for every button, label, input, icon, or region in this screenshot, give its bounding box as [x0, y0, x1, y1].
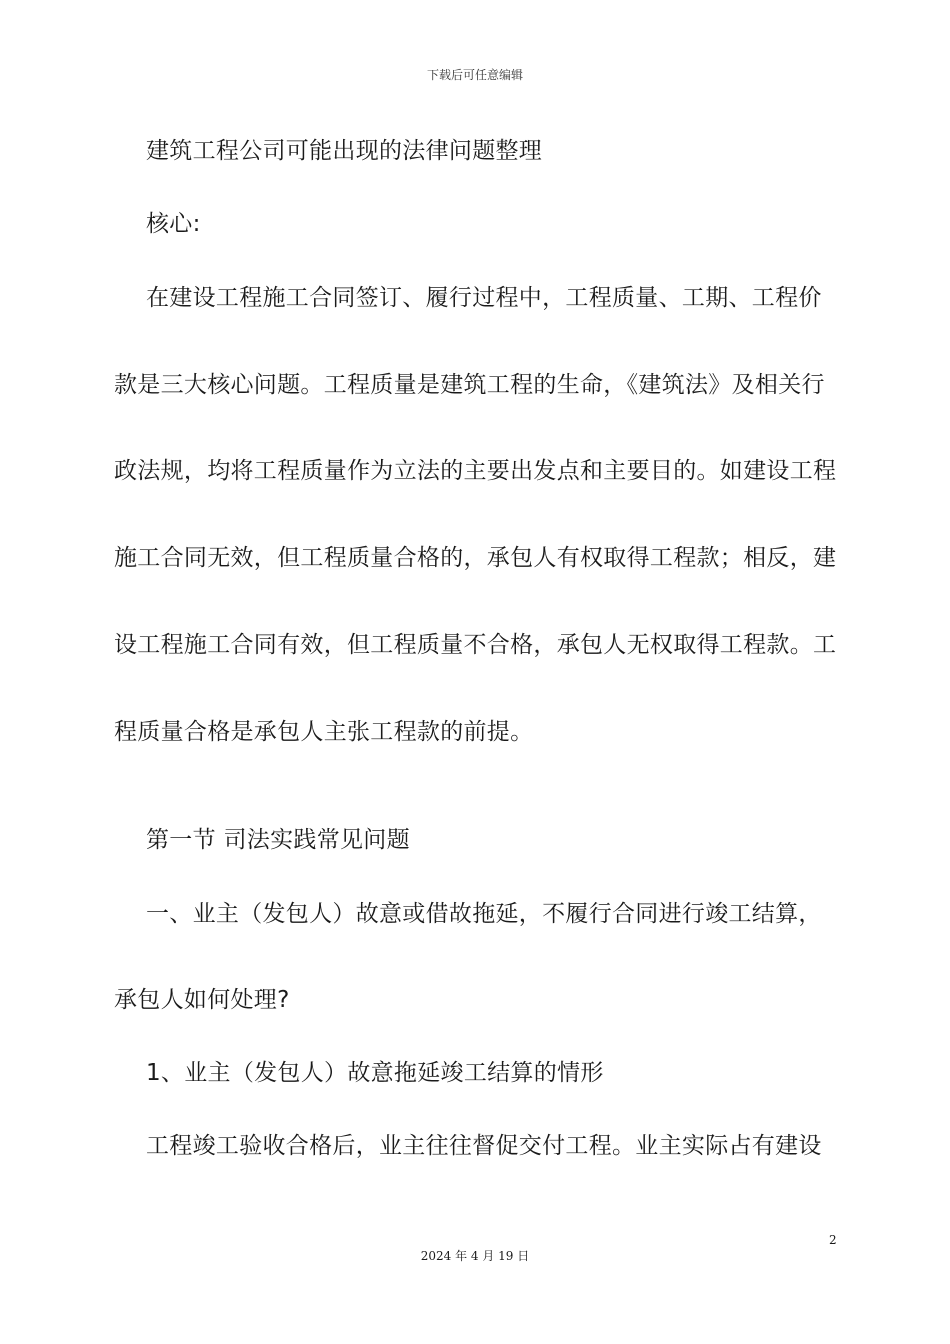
paragraph-line: 政法规，均将工程质量作为立法的主要出发点和主要目的。如建设工程 [114, 458, 837, 484]
paragraph-line: 设工程施工合同有效，但工程质量不合格，承包人无权取得工程款。工 [114, 632, 837, 658]
paragraph-line: 程质量合格是承包人主张工程款的前提。 [114, 719, 534, 745]
paragraph-line: 款是三大核心问题。工程质量是建筑工程的生命，《建筑法》及相关行 [114, 372, 825, 398]
core-label: 核心: [146, 211, 201, 237]
question-line: 一、业主（发包人）故意或借故拖延，不履行合同进行竣工结算， [146, 901, 822, 927]
section-heading: 第一节 司法实践常见问题 [146, 827, 410, 853]
paragraph-line: 工程竣工验收合格后，业主往往督促交付工程。业主实际占有建设 [146, 1133, 822, 1159]
paragraph-line: 施工合同无效，但工程质量合格的，承包人有权取得工程款；相反，建 [114, 545, 837, 571]
page-number: 2 [829, 1233, 837, 1247]
question-line: 承包人如何处理? [114, 987, 290, 1013]
footer-date: 2024 年 4 月 19 日 [420, 1249, 530, 1263]
document-title: 建筑工程公司可能出现的法律问题整理 [146, 138, 543, 164]
sub-heading: 1、业主（发包人）故意拖延竣工结算的情形 [146, 1060, 604, 1086]
paragraph-line: 在建设工程施工合同签订、履行过程中，工程质量、工期、工程价 [146, 285, 822, 311]
page-header: 下载后可任意编辑 [426, 68, 523, 82]
